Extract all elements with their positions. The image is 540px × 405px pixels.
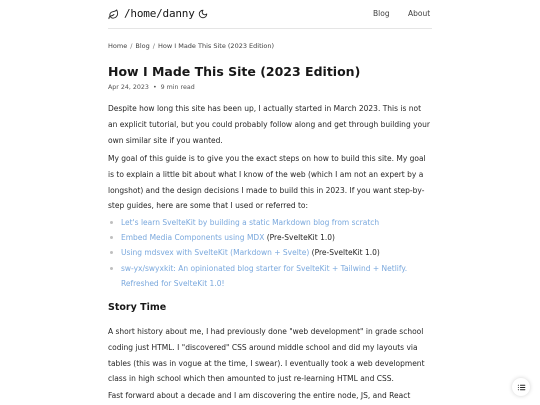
post-meta — [108, 83, 195, 92]
site-brand[interactable] — [108, 6, 195, 22]
breadcrumb-home[interactable]: Home — [108, 42, 128, 50]
guide-link-note: (Pre-SvelteKit 1.0) — [309, 248, 380, 258]
breadcrumb-blog[interactable]: Blog — [135, 42, 150, 50]
section-heading: Story Time — [108, 302, 167, 313]
page-title: How I Made This Site (2023 Edition) — [108, 64, 361, 79]
nav-blog-link[interactable]: Blog — [373, 9, 390, 18]
story-paragraph: A short history about me, I had previously done "web development" in grade school coding just HTML. I "discovered" CSS around middle school and did my layouts via tables (this was in vogue at the time, I swear). I eventually took a web development class in high school which then amounted to just re-learning HTML and CSS. — [108, 327, 425, 384]
list-icon — [517, 383, 526, 392]
guide-list — [108, 215, 432, 291]
site-title: /home/danny — [124, 7, 195, 20]
list-item — [108, 230, 432, 245]
intro-paragraph: Despite how long this site has been up, I actually started in March 2023. This is not an explicit tutorial, but you could probably follow along and get through building your own similar site if you wanted. — [108, 104, 430, 145]
guide-link-swyxkit[interactable]: sw-yx/swyxkit: An opinionated blog starter for SvelteKit + Tailwind + Netlify. Refreshed for SvelteKit 1.0! — [121, 263, 408, 288]
list-item — [108, 215, 432, 230]
guide-link-sveltekit-blog[interactable]: Let's learn SvelteKit by building a static Markdown blog from scratch — [121, 218, 380, 227]
nav-about-link[interactable]: About — [408, 9, 431, 18]
breadcrumb-current: How I Made This Site (2023 Edition) — [157, 42, 275, 50]
breadcrumb-separator: / — [130, 42, 133, 50]
site-header — [108, 0, 432, 29]
breadcrumb-separator: / — [152, 42, 155, 50]
guide-link-mdsvex[interactable]: Using mdsvex with SvelteKit (Markdown + Svelte) — [121, 248, 310, 258]
meta-separator: • — [152, 84, 157, 91]
leaf-icon — [108, 9, 119, 20]
post-date: Apr 24, 2023 — [108, 84, 149, 91]
guide-link-mdx[interactable]: Embed Media Components using MDX — [121, 233, 265, 243]
story-paragraph: Fast forward about a decade and I am discovering the entire node, JS, and React — [108, 391, 411, 400]
list-item — [108, 261, 432, 291]
goal-paragraph: My goal of this guide is to give you the exact steps on how to build this site. My goal is to explain a little bit about what I know of the web (which I am not an expert by a longshot) and the design decisions I made to build this in 2023. If you want step-by-step guides, here are some that I used or referred to: — [108, 154, 426, 211]
list-item — [108, 245, 432, 260]
moon-icon[interactable] — [198, 9, 208, 19]
post-read-time: 9 min read — [160, 84, 195, 91]
guide-link-note: (Pre-SvelteKit 1.0) — [264, 233, 335, 243]
breadcrumb — [108, 42, 274, 51]
table-of-contents-button[interactable] — [512, 378, 530, 396]
